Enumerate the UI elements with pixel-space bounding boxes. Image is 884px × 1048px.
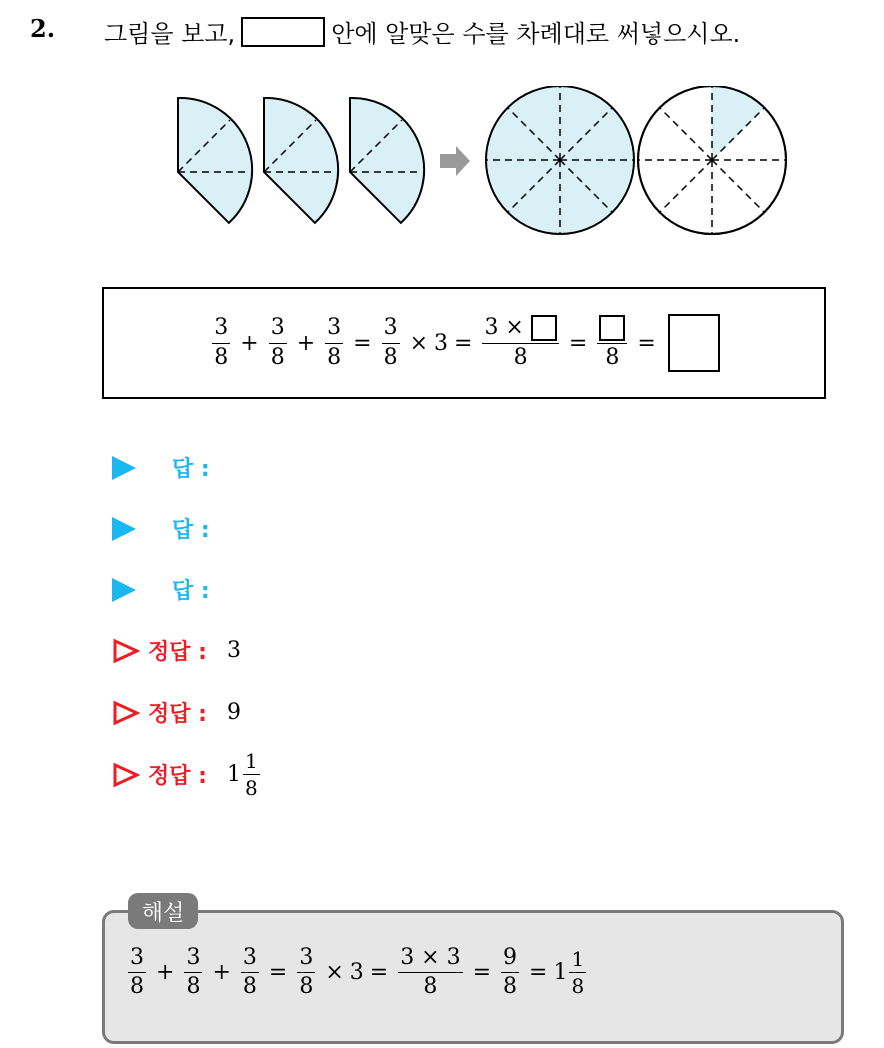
question-number: 2. <box>30 14 56 43</box>
answer-triangle-icon <box>112 578 136 602</box>
circle-full <box>486 86 634 234</box>
fraction-term-3: $\frac{3}{8}$ <box>327 315 342 370</box>
correct-value: 3 <box>226 638 241 663</box>
answer-row-2[interactable] <box>112 513 210 544</box>
circle-one-eighth <box>638 86 786 234</box>
correct-value: 9 <box>226 700 241 725</box>
equation <box>104 289 824 397</box>
answer-label: 답 : <box>172 518 210 543</box>
explanation-equation: $\frac{3}{8}$ + $\frac{3}{8}$ + $\frac{3}{8}$ = $\frac{3}{8}$ × 3 = $\frac{3 \times 3}{8}$ = $\frac{9}{8}$ = 1 $\frac{1}{8}$ <box>130 945 585 1000</box>
answer-label: 답 : <box>172 579 210 604</box>
fraction-term-2: $\frac{3}{8}$ <box>270 315 285 370</box>
correct-answer-2: 정답 : 9 <box>112 697 241 728</box>
question-text-before: 그림을 보고, <box>104 20 236 48</box>
wedge-piece-2 <box>264 98 338 223</box>
outline-triangle-icon <box>112 700 140 726</box>
question-text <box>104 14 740 49</box>
plus-sign: + <box>240 330 259 356</box>
explanation-tag: 해설 <box>128 893 198 929</box>
equation-box <box>102 287 826 399</box>
equals-sign: = <box>353 330 372 356</box>
fraction-blank-1: $\frac{3 \times}{8}$ <box>482 315 558 370</box>
answer-triangle-icon <box>112 456 136 480</box>
equals-sign: = <box>637 330 656 356</box>
outline-triangle-icon <box>112 762 140 788</box>
wedge-piece-1 <box>178 98 252 223</box>
answer-row-1[interactable] <box>112 452 210 483</box>
blank-box-2[interactable] <box>599 315 625 341</box>
blank-box-3[interactable] <box>668 314 720 372</box>
wedge-piece-3 <box>350 98 424 223</box>
correct-value-mixed: 1 $\frac{1}{8}$ <box>226 749 258 800</box>
fraction-figure <box>160 86 800 246</box>
answer-triangle-icon <box>112 517 136 541</box>
times-sign: × <box>409 330 428 356</box>
fraction-term-4: $\frac{3}{8}$ <box>383 315 398 370</box>
correct-answer-1: 정답 : 3 <box>112 635 241 666</box>
answer-row-3[interactable] <box>112 574 210 605</box>
plus-sign: + <box>296 330 316 356</box>
equals-sign: = <box>454 330 473 356</box>
question-text-after: 안에 알맞은 수를 차례대로 써넣으시오. <box>331 20 741 48</box>
outline-triangle-icon <box>112 638 140 664</box>
arrow-right-icon <box>440 146 470 176</box>
fraction-blank-2: 8 <box>597 315 627 370</box>
blank-box-1[interactable] <box>531 315 557 341</box>
answer-label: 답 : <box>172 457 210 482</box>
equals-sign: = <box>568 330 588 356</box>
multiplier: 3 <box>434 330 448 356</box>
fraction-term-1: $\frac{3}{8}$ <box>214 315 229 370</box>
answer-blank-box <box>241 17 325 47</box>
correct-answer-3: 정답 : 1 $\frac{1}{8}$ <box>112 750 264 799</box>
